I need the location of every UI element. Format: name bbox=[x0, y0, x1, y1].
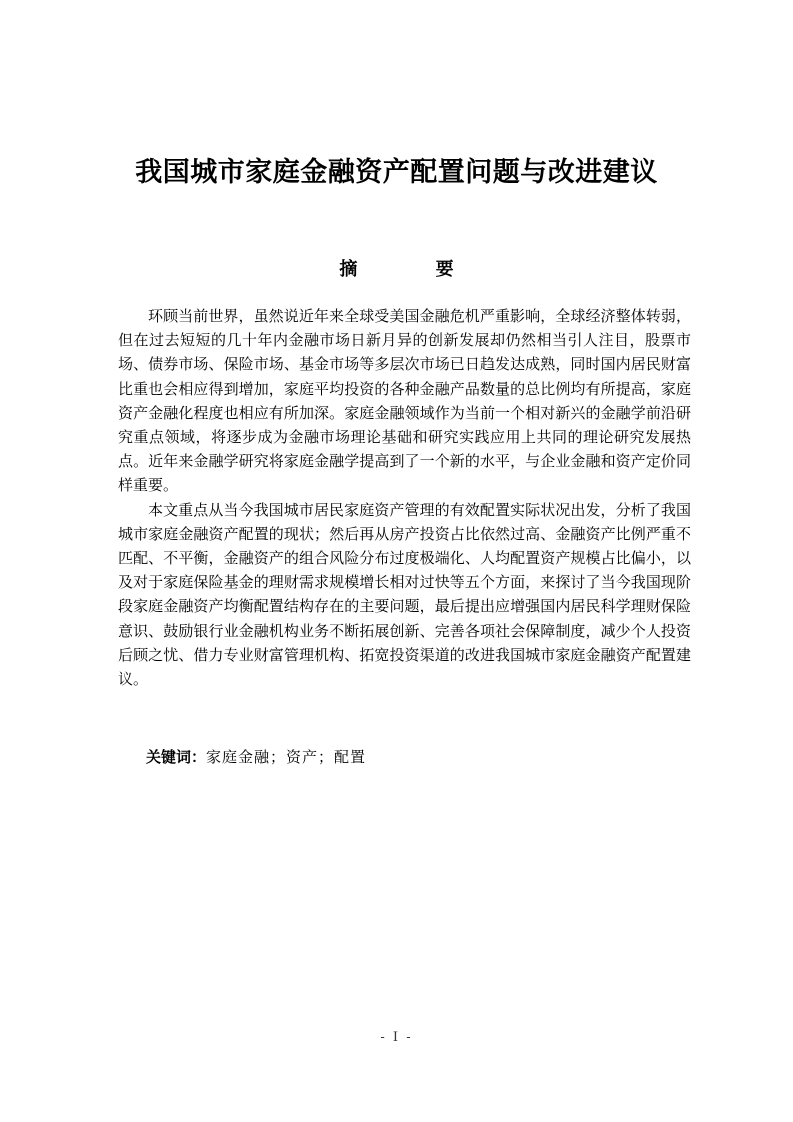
abstract-heading: 摘 要 bbox=[339, 259, 490, 280]
keywords-value: 家庭金融；资产；配置 bbox=[206, 748, 367, 766]
document-title: 我国城市家庭金融资产配置问题与改进建议 bbox=[135, 157, 658, 188]
abstract-paragraph-2: 本文重点从当今我国城市居民家庭资产管理的有效配置实际状况出发，分析了我国城市家庭金融资产配置的现状；然后再从房产投资占比依然过高、金融资产比例严重不匹配、不平衡，金融资产的组合风险分布过度极端化、人均配置资产规模占比偏小，以及对于家庭保险基金的理财需求规模增长相对过快等五个方面，来探讨了当今我国现阶段家庭金融资产均衡配置结构存在的主要问题，最后提出应增强国内居民科学理财保险意识、鼓励银行业金融机构业务不断拓展创新、完善各项社会保障制度，减少个人投资后顾之忧、借力专业财富管理机构、拓宽投资渠道的改进我国城市家庭金融资产配置建议。 bbox=[118, 500, 691, 689]
page-number: - I - bbox=[380, 1030, 413, 1045]
abstract-body bbox=[118, 304, 691, 691]
keywords bbox=[146, 745, 366, 769]
keywords-label: 关键词： bbox=[146, 748, 207, 766]
abstract-paragraph-1: 环顾当前世界，虽然说近年来全球受美国金融危机严重影响，全球经济整体转弱，但在过去短短的几十年内金融市场日新月异的创新发展却仍然相当引人注目，股票市场、债券市场、保险市场、基金市场等多层次市场已日趋发达成熟，同时国内居民财富比重也会相应得到增加，家庭平均投资的各种金融产品数量的总比例均有所提高，家庭资产金融化程度也相应有所加深。家庭金融领域作为当前一个相对新兴的金融学前沿研究重点领域，将逐步成为金融市场理论基础和研究实践应用上共同的理论研究发展热点。近年来金融学研究将家庭金融学提高到了一个新的水平，与企业金融和资产定价同样重要。 bbox=[118, 307, 691, 495]
